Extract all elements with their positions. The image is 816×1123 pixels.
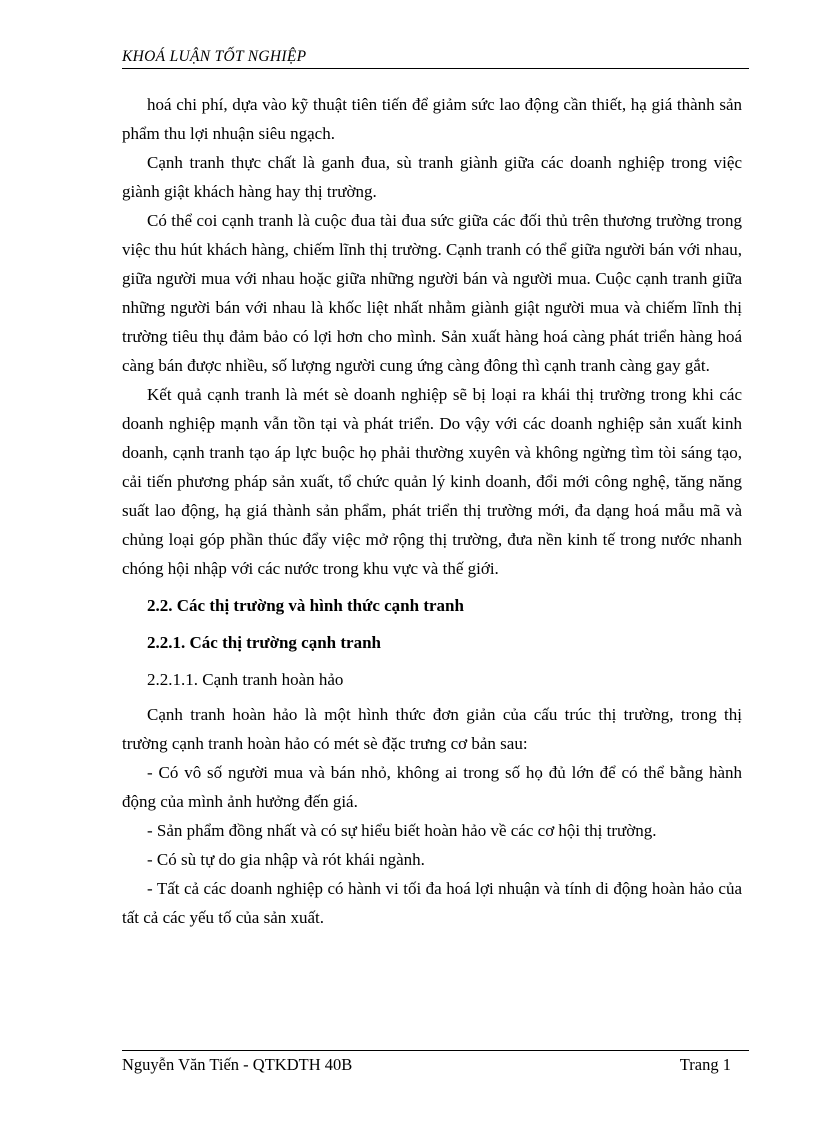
section-heading: 2.2. Các thị trường và hình thức cạnh tranh [147, 596, 464, 615]
page-footer [122, 1050, 749, 1075]
bullet-1: - Có vô số người mua và bán nhỏ, không ai trong số họ đủ lớn để có thể bằng hành động của mình ảnh hưởng đến giá. [122, 763, 742, 811]
paragraph-5: Cạnh tranh hoàn hảo là một hình thức đơn giản của cấu trúc thị trường, trong thị trường cạnh tranh hoàn hảo có mét sè đặc trưng cơ bản sau: [122, 705, 742, 753]
paragraph-2: Cạnh tranh thực chất là ganh đua, sù tranh giành giữa các doanh nghiệp trong việc giành giật khách hàng hay thị trường. [122, 153, 742, 201]
paragraph-4: Kết quả cạnh tranh là mét sè doanh nghiệp sẽ bị loại ra khái thị trường trong khi các doanh nghiệp mạnh vẫn tồn tại và phát triển. Do vậy với các doanh nghiệp sản xuất kinh doanh, cạnh tranh tạo áp lực buộc họ phải thường xuyên và không ngừng tìm tòi sáng tạo, cải tiến phương pháp sản xuất, tổ chức quản lý kinh doanh, đổi mới công nghệ, tăng năng suất lao động, hạ giá thành sản phẩm, phát triển thị trường mới, đa dạng hoá mẫu mã và chủng loại góp phần thúc đẩy việc mở rộng thị trường, đưa nền kinh tế trong nước nhanh chóng hội nhập với các nước trong khu vực và thế giới. [122, 385, 742, 578]
paragraph-1: hoá chi phí, dựa vào kỹ thuật tiên tiến để giảm sức lao động cần thiết, hạ giá thành sản phẩm thu lợi nhuận siêu ngạch. [122, 95, 742, 143]
subsection-heading: 2.2.1. Các thị trường cạnh tranh [147, 633, 382, 652]
page-number: Trang 1 [679, 1055, 731, 1074]
footer-author: Nguyễn Văn Tiến - QTKDTH 40B [122, 1055, 353, 1074]
header-title: KHOÁ LUẬN TỐT NGHIỆP [122, 48, 307, 65]
bullet-3: - Có sù tự do gia nhập và rót khái ngành. [147, 850, 425, 869]
subsubsection-heading: 2.2.1.1. Cạnh tranh hoàn hảo [147, 670, 344, 689]
document-body [122, 90, 742, 932]
bullet-4: - Tất cả các doanh nghiệp có hành vi tối đa hoá lợi nhuận và tính di động hoàn hảo của tất cả các yếu tố của sản xuất. [122, 879, 742, 927]
paragraph-3: Có thể coi cạnh tranh là cuộc đua tài đua sức giữa các đối thủ trên thương trường trong việc thu hút khách hàng, chiếm lĩnh thị trường. Cạnh tranh có thể giữa người bán với nhau, giữa người mua với nhau hoặc giữa những người bán và người mua. Cuộc cạnh tranh giữa những người bán với nhau là khốc liệt nhất nhằm giành giật người mua và chiếm lĩnh thị trường tiêu thụ đảm bảo có lợi hơn cho mình. Sản xuất hàng hoá càng phát triển hàng hoá càng bán được nhiều, số lượng người cung ứng càng đông thì cạnh tranh càng gay gắt. [122, 211, 742, 375]
page-header [122, 48, 749, 69]
bullet-2: - Sản phẩm đồng nhất và có sự hiểu biết hoàn hảo về các cơ hội thị trường. [147, 821, 657, 840]
